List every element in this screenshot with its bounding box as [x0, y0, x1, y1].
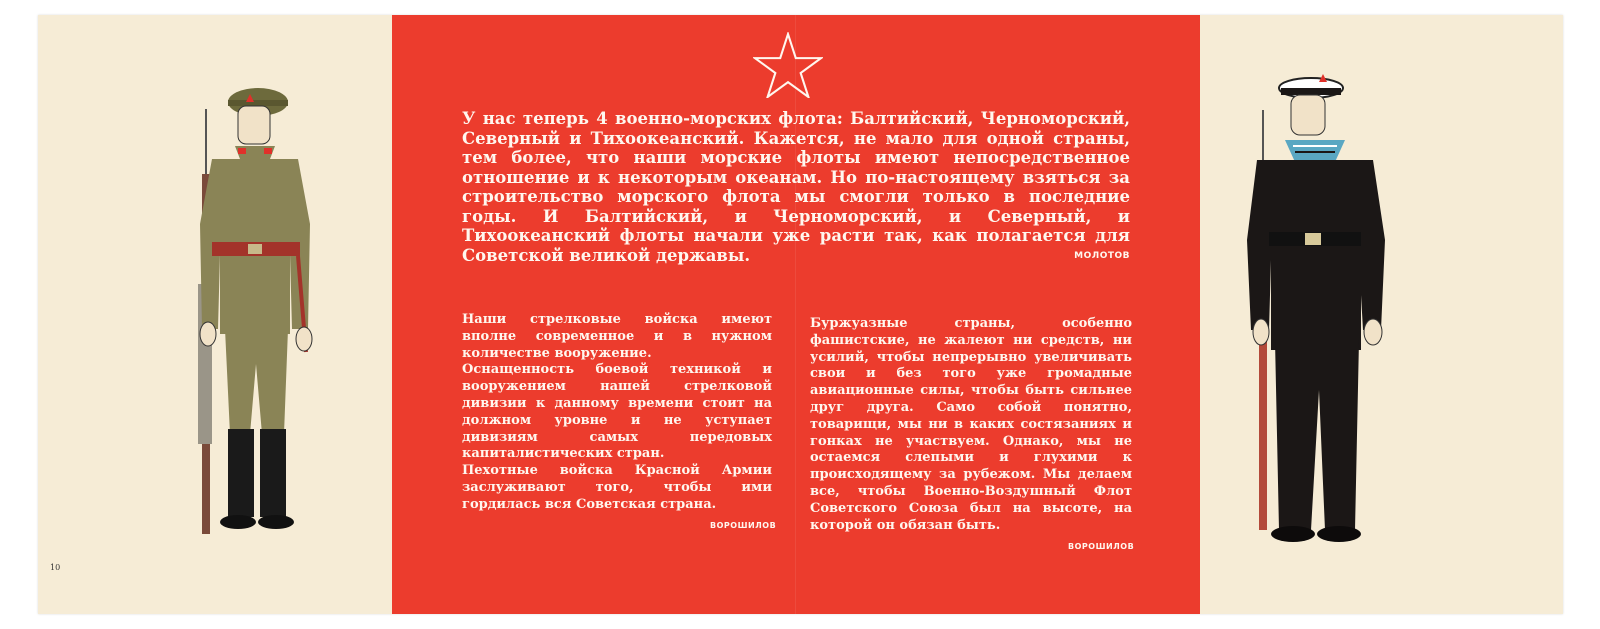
infantry-quote-paragraph: Пехотные войска Красной Армии заслуживают того, чтобы ими гордилась вся Советская страна.	[462, 463, 772, 512]
air-force-quote	[810, 316, 1132, 534]
air-force-quote-paragraph: Буржуазные страны, особенно фашистские, не жалеют ни средств, ни усилий, чтобы непрерывно увеличивать свои и без того уже громадные авиационные силы, чтобы быть сильнее друг друга. Само собой понятно, товарищи, мы ни в каких состязаниях и гонках не участвуем. Однако, мы не остаемся слепыми и глухими к происходящему за рубежом. Мы делаем все, чтобы Военно-Воздушный Флот Советского Союза был на высоте, на которой он обязан быть.	[810, 316, 1132, 533]
infantry-quote	[462, 312, 772, 514]
page-number: 10	[50, 563, 61, 572]
star-outline-icon	[753, 32, 823, 98]
voroshilov-signature-left: ВОРОШИЛОВ	[710, 521, 777, 530]
infantry-quote-paragraph: Оснащенность боевой техникой и вооружением нашей стрелковой дивизии к данному времени стоит на должном уровне и не уступает дивизиям самых передовых капиталистических стран.	[462, 362, 772, 462]
sailor-illustration	[1235, 70, 1395, 550]
molotov-signature: МОЛОТОВ	[1074, 251, 1130, 261]
center-fold	[795, 15, 796, 614]
molotov-quote-text: У нас теперь 4 военно-морских флота: Балтийский, Черноморский, Северный и Тихоокеанский. Кажется, не мало для одной страны, тем более, что наши морские флоты имеют непосредственное отношение и к некоторым океанам. Но по-настоящему взяться за строительство морского флота мы смогли только в последние годы. И Балтийский, и Черноморский, и Северный, и Тихоокеанский флоты начали уже расти так, как полагается для Советской великой державы.	[462, 109, 1130, 265]
voroshilov-signature-right: ВОРОШИЛОВ	[1068, 542, 1135, 551]
soldier-illustration	[180, 84, 330, 554]
infantry-quote-paragraph: Наши стрелковые войска имеют вполне современное и в нужном количестве вооружение.	[462, 312, 772, 361]
red-text-panel	[392, 15, 1200, 614]
